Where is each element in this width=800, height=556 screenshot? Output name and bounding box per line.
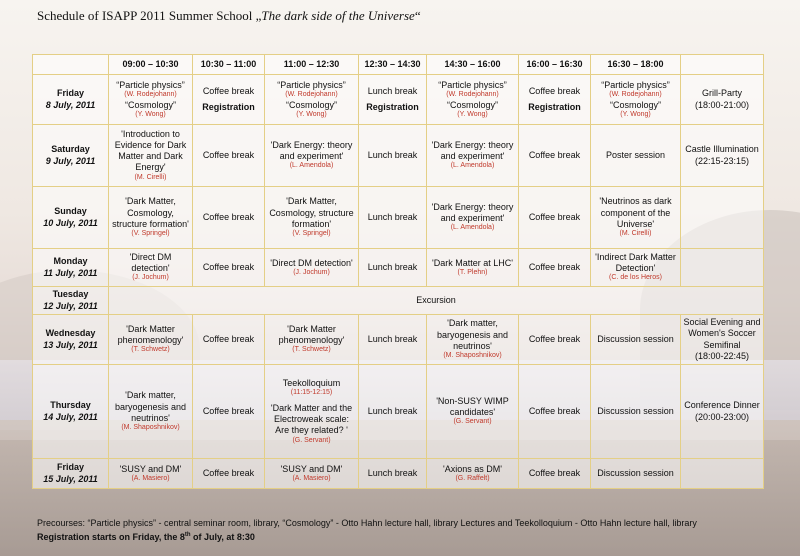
break-cell: Coffee break — [519, 365, 591, 459]
day-row-monday-11 — [33, 249, 764, 287]
day-label: Thursday 14 July, 2011 — [33, 365, 109, 459]
page-title: Schedule of ISAPP 2011 Summer School „The dark side of the Universe“ — [37, 8, 421, 23]
break-cell: Coffee break — [519, 125, 591, 187]
time-header: 16:30 – 18:00 — [591, 55, 681, 75]
session-cell: 'Direct DM detection' (J. Jochum) — [109, 249, 193, 287]
session-cell: Discussion session — [591, 459, 681, 489]
session-cell: 'SUSY and DM' (A. Masiero) — [109, 459, 193, 489]
day-row-friday-8 — [33, 75, 764, 125]
break-cell: Coffee break — [193, 365, 265, 459]
day-label: Sunday 10 July, 2011 — [33, 187, 109, 249]
day-row-wednesday-13 — [33, 315, 764, 365]
break-cell: Coffee break Registration — [519, 75, 591, 125]
evening-cell: Social Evening and Women's Soccer Semifinal (18:00-22:45) — [681, 315, 764, 365]
break-cell: Lunch break — [359, 187, 427, 249]
session-cell: “Particle physics” (W. Rodejohann) “Cosmology” (Y. Wong) — [427, 75, 519, 125]
session-cell: 'Dark Matter, Cosmology, structure formation' (V. Springel) — [109, 187, 193, 249]
registration-note: Registration starts on Friday, the 8th of July, at 8:30 — [37, 532, 255, 542]
session-cell: 'Dark Energy: theory and experiment' (L. Amendola) — [265, 125, 359, 187]
break-cell: Coffee break — [193, 459, 265, 489]
corner-cell — [33, 55, 109, 75]
evening-cell: Castle Illumination (22:15-23:15) — [681, 125, 764, 187]
session-cell: 'Dark matter, baryogenesis and neutrinos' (M. Shaposhnikov) — [109, 365, 193, 459]
session-cell: Teekolloquium (11:15-12:15) 'Dark Matter and the Electroweak scale: Are they related? ' (G. Servant) — [265, 365, 359, 459]
break-cell: Coffee break Registration — [193, 75, 265, 125]
session-cell: Poster session — [591, 125, 681, 187]
break-cell: Coffee break — [193, 125, 265, 187]
break-cell: Coffee break — [519, 459, 591, 489]
day-row-sunday-10 — [33, 187, 764, 249]
day-row-tuesday-12 — [33, 287, 764, 315]
break-cell: Coffee break — [193, 249, 265, 287]
session-cell: 'Dark Energy: theory and experiment' (L. Amendola) — [427, 125, 519, 187]
evening-cell — [681, 459, 764, 489]
time-header: 09:00 – 10:30 — [109, 55, 193, 75]
evening-cell: Conference Dinner (20:00-23:00) — [681, 365, 764, 459]
session-cell: 'Introduction to Evidence for Dark Matter and Dark Energy' (M. Cirelli) — [109, 125, 193, 187]
break-cell: Coffee break — [193, 315, 265, 365]
evening-cell — [681, 187, 764, 249]
time-header: 10:30 – 11:00 — [193, 55, 265, 75]
day-label: Saturday 9 July, 2011 — [33, 125, 109, 187]
session-cell: “Particle physics” (W. Rodejohann) “Cosmology” (Y. Wong) — [265, 75, 359, 125]
break-cell: Lunch break — [359, 249, 427, 287]
evening-cell — [681, 249, 764, 287]
session-cell: “Particle physics” (W. Rodejohann) “Cosmology” (Y. Wong) — [109, 75, 193, 125]
time-header: 11:00 – 12:30 — [265, 55, 359, 75]
session-cell: Discussion session — [591, 365, 681, 459]
time-header: 14:30 – 16:00 — [427, 55, 519, 75]
break-cell: Lunch break — [359, 365, 427, 459]
break-cell: Lunch break Registration — [359, 75, 427, 125]
session-cell: 'Indirect Dark Matter Detection' (C. de los Heros) — [591, 249, 681, 287]
time-header: 16:00 – 16:30 — [519, 55, 591, 75]
session-cell: 'Dark Matter phenomenology' (T. Schwetz) — [265, 315, 359, 365]
session-cell: 'Dark Matter, Cosmology, structure formation' (V. Springel) — [265, 187, 359, 249]
day-label: Tuesday 12 July, 2011 — [33, 287, 109, 315]
break-cell: Lunch break — [359, 459, 427, 489]
session-cell: 'Direct DM detection' (J. Jochum) — [265, 249, 359, 287]
break-cell: Coffee break — [519, 315, 591, 365]
header-row — [33, 55, 764, 75]
session-cell: 'Dark Matter at LHC' (T. Plehn) — [427, 249, 519, 287]
break-cell: Coffee break — [193, 187, 265, 249]
day-row-thursday-14 — [33, 365, 764, 459]
session-cell: 'SUSY and DM' (A. Masiero) — [265, 459, 359, 489]
day-row-friday-15 — [33, 459, 764, 489]
session-cell: 'Neutrinos as dark component of the Universe' (M. Cirelli) — [591, 187, 681, 249]
day-row-saturday-9 — [33, 125, 764, 187]
session-cell: 'Non-SUSY WIMP candidates' (G. Servant) — [427, 365, 519, 459]
time-header — [681, 55, 764, 75]
session-cell: 'Dark matter, baryogenesis and neutrinos' (M. Shaposhnikov) — [427, 315, 519, 365]
evening-cell: Grill-Party (18:00-21:00) — [681, 75, 764, 125]
day-label: Friday 8 July, 2011 — [33, 75, 109, 125]
break-cell: Lunch break — [359, 315, 427, 365]
session-cell: 'Axions as DM' (G. Raffelt) — [427, 459, 519, 489]
session-cell: Discussion session — [591, 315, 681, 365]
precourses-note: Precourses: “Particle physics” - central seminar room, library, “Cosmology” - Otto Hahn lecture hall, library Lectures and Teekolloquium - Otto Hahn lecture hall, library — [37, 518, 697, 528]
schedule-table — [32, 54, 764, 489]
day-label: Monday 11 July, 2011 — [33, 249, 109, 287]
session-cell: 'Dark Energy: theory and experiment' (L. Amendola) — [427, 187, 519, 249]
day-label: Friday 15 July, 2011 — [33, 459, 109, 489]
break-cell: Lunch break — [359, 125, 427, 187]
break-cell: Coffee break — [519, 187, 591, 249]
session-cell: 'Dark Matter phenomenology' (T. Schwetz) — [109, 315, 193, 365]
break-cell: Coffee break — [519, 249, 591, 287]
time-header: 12:30 – 14:30 — [359, 55, 427, 75]
day-label: Wednesday 13 July, 2011 — [33, 315, 109, 365]
excursion-cell: Excursion — [109, 287, 764, 315]
session-cell: “Particle physics” (W. Rodejohann) “Cosmology” (Y. Wong) — [591, 75, 681, 125]
